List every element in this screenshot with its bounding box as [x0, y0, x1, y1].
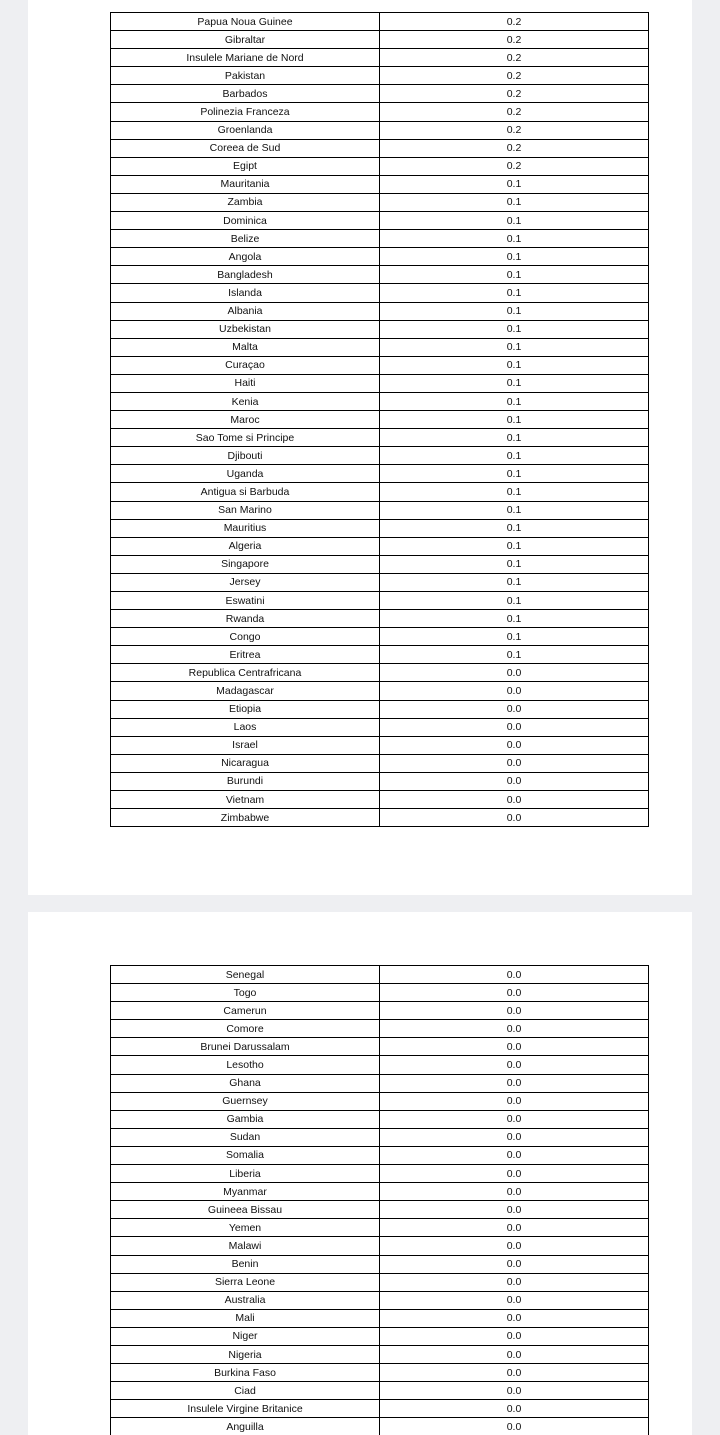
table-row — [111, 700, 649, 718]
table-row — [111, 374, 649, 392]
country-cell: Burundi — [111, 772, 380, 790]
table-row — [111, 31, 649, 49]
value-cell: 0.2 — [380, 85, 649, 103]
country-cell: Madagascar — [111, 682, 380, 700]
value-cell: 0.1 — [380, 356, 649, 374]
value-cell: 0.0 — [380, 1345, 649, 1363]
country-cell: Nicaragua — [111, 754, 380, 772]
value-cell: 0.1 — [380, 429, 649, 447]
table-row — [111, 338, 649, 356]
value-cell: 0.0 — [380, 772, 649, 790]
table-row — [111, 1183, 649, 1201]
table-row — [111, 664, 649, 682]
table-row — [111, 67, 649, 85]
country-cell: Haiti — [111, 374, 380, 392]
country-cell: Israel — [111, 736, 380, 754]
value-cell: 0.0 — [380, 791, 649, 809]
value-cell: 0.0 — [380, 1056, 649, 1074]
country-cell: Albania — [111, 302, 380, 320]
country-cell: Egipt — [111, 157, 380, 175]
table-row — [111, 592, 649, 610]
country-cell: Singapore — [111, 555, 380, 573]
table-row — [111, 1364, 649, 1382]
value-cell: 0.1 — [380, 302, 649, 320]
country-cell: Jersey — [111, 573, 380, 591]
country-cell: Sao Tome si Principe — [111, 429, 380, 447]
table-row — [111, 537, 649, 555]
value-cell: 0.0 — [380, 1146, 649, 1164]
value-cell: 0.2 — [380, 139, 649, 157]
country-cell: Antigua si Barbuda — [111, 483, 380, 501]
country-cell: Yemen — [111, 1219, 380, 1237]
value-cell: 0.1 — [380, 465, 649, 483]
value-cell: 0.1 — [380, 392, 649, 410]
value-cell: 0.0 — [380, 1165, 649, 1183]
table-row — [111, 718, 649, 736]
country-cell: Myanmar — [111, 1183, 380, 1201]
country-cell: Rwanda — [111, 610, 380, 628]
table-row — [111, 1165, 649, 1183]
value-cell: 0.0 — [380, 984, 649, 1002]
table-row — [111, 302, 649, 320]
country-cell: Dominica — [111, 212, 380, 230]
country-cell: Ciad — [111, 1382, 380, 1400]
value-cell: 0.1 — [380, 374, 649, 392]
value-cell: 0.0 — [380, 1364, 649, 1382]
value-cell: 0.1 — [380, 248, 649, 266]
country-cell: Barbados — [111, 85, 380, 103]
country-cell: Gambia — [111, 1110, 380, 1128]
country-cell: Pakistan — [111, 67, 380, 85]
country-cell: Australia — [111, 1291, 380, 1309]
country-cell: Uganda — [111, 465, 380, 483]
table-row — [111, 1400, 649, 1418]
country-cell: Djibouti — [111, 447, 380, 465]
value-cell: 0.1 — [380, 411, 649, 429]
value-cell: 0.0 — [380, 1020, 649, 1038]
value-cell: 0.0 — [380, 682, 649, 700]
table-row — [111, 284, 649, 302]
table-row — [111, 483, 649, 501]
value-cell: 0.0 — [380, 664, 649, 682]
document-page-1 — [28, 0, 692, 895]
value-cell: 0.2 — [380, 157, 649, 175]
country-cell: Sierra Leone — [111, 1273, 380, 1291]
table-row — [111, 1345, 649, 1363]
value-cell: 0.0 — [380, 1400, 649, 1418]
country-value-table — [110, 965, 649, 1435]
table-row — [111, 248, 649, 266]
country-value-table — [110, 12, 649, 827]
value-cell: 0.0 — [380, 1309, 649, 1327]
country-cell: Mali — [111, 1309, 380, 1327]
value-cell: 0.1 — [380, 519, 649, 537]
value-cell: 0.0 — [380, 809, 649, 827]
table-row — [111, 13, 649, 31]
table-row — [111, 501, 649, 519]
value-cell: 0.1 — [380, 592, 649, 610]
country-cell: Papua Noua Guinee — [111, 13, 380, 31]
table-row — [111, 429, 649, 447]
table-row — [111, 573, 649, 591]
country-cell: Polinezia Franceza — [111, 103, 380, 121]
value-cell: 0.1 — [380, 230, 649, 248]
table-row — [111, 1128, 649, 1146]
table-row — [111, 1146, 649, 1164]
country-cell: Algeria — [111, 537, 380, 555]
table-row — [111, 49, 649, 67]
value-cell: 0.0 — [380, 1110, 649, 1128]
table-row — [111, 266, 649, 284]
table-row — [111, 1291, 649, 1309]
value-cell: 0.1 — [380, 212, 649, 230]
country-cell: Congo — [111, 628, 380, 646]
value-cell: 0.0 — [380, 1255, 649, 1273]
value-cell: 0.0 — [380, 1327, 649, 1345]
value-cell: 0.1 — [380, 193, 649, 211]
value-cell: 0.0 — [380, 1128, 649, 1146]
value-cell: 0.1 — [380, 175, 649, 193]
country-cell: Insulele Mariane de Nord — [111, 49, 380, 67]
country-cell: Ghana — [111, 1074, 380, 1092]
value-cell: 0.1 — [380, 628, 649, 646]
table-row — [111, 175, 649, 193]
table-row — [111, 791, 649, 809]
country-cell: Liberia — [111, 1165, 380, 1183]
table-row — [111, 809, 649, 827]
value-cell: 0.1 — [380, 573, 649, 591]
value-cell: 0.0 — [380, 700, 649, 718]
country-cell: Zambia — [111, 193, 380, 211]
value-cell: 0.0 — [380, 1273, 649, 1291]
table-row — [111, 736, 649, 754]
country-cell: Etiopia — [111, 700, 380, 718]
value-cell: 0.2 — [380, 13, 649, 31]
table-row — [111, 610, 649, 628]
country-cell: Benin — [111, 1255, 380, 1273]
country-cell: Nigeria — [111, 1345, 380, 1363]
value-cell: 0.0 — [380, 1002, 649, 1020]
table-row — [111, 103, 649, 121]
value-cell: 0.1 — [380, 320, 649, 338]
value-cell: 0.1 — [380, 266, 649, 284]
country-cell: Burkina Faso — [111, 1364, 380, 1382]
value-cell: 0.1 — [380, 610, 649, 628]
value-cell: 0.0 — [380, 1291, 649, 1309]
table-row — [111, 121, 649, 139]
country-cell: Vietnam — [111, 791, 380, 809]
table-row — [111, 193, 649, 211]
country-cell: Insulele Virgine Britanice — [111, 1400, 380, 1418]
value-cell: 0.1 — [380, 338, 649, 356]
country-cell: Sudan — [111, 1128, 380, 1146]
country-cell: Senegal — [111, 966, 380, 984]
value-cell: 0.1 — [380, 501, 649, 519]
country-cell: Camerun — [111, 1002, 380, 1020]
value-cell: 0.0 — [380, 1183, 649, 1201]
country-cell: Bangladesh — [111, 266, 380, 284]
table-row — [111, 1273, 649, 1291]
country-cell: Eswatini — [111, 592, 380, 610]
table-row — [111, 754, 649, 772]
country-cell: Somalia — [111, 1146, 380, 1164]
value-cell: 0.0 — [380, 1074, 649, 1092]
table-row — [111, 772, 649, 790]
table-row — [111, 519, 649, 537]
country-cell: Mauritania — [111, 175, 380, 193]
value-cell: 0.0 — [380, 1038, 649, 1056]
country-cell: Anguilla — [111, 1418, 380, 1435]
value-cell: 0.1 — [380, 555, 649, 573]
country-cell: Niger — [111, 1327, 380, 1345]
table-row — [111, 628, 649, 646]
table-row — [111, 984, 649, 1002]
country-cell: Malawi — [111, 1237, 380, 1255]
table-row — [111, 85, 649, 103]
value-cell: 0.2 — [380, 67, 649, 85]
value-cell: 0.0 — [380, 1382, 649, 1400]
value-cell: 0.0 — [380, 1237, 649, 1255]
country-cell: Comore — [111, 1020, 380, 1038]
country-cell: Mauritius — [111, 519, 380, 537]
value-cell: 0.0 — [380, 1219, 649, 1237]
country-cell: Uzbekistan — [111, 320, 380, 338]
value-cell: 0.1 — [380, 284, 649, 302]
country-cell: Maroc — [111, 411, 380, 429]
table-row — [111, 411, 649, 429]
table-row — [111, 1418, 649, 1435]
table-row — [111, 392, 649, 410]
value-cell: 0.0 — [380, 1418, 649, 1435]
value-cell: 0.2 — [380, 103, 649, 121]
country-cell: Curaçao — [111, 356, 380, 374]
table-row — [111, 230, 649, 248]
table-row — [111, 157, 649, 175]
country-cell: Guernsey — [111, 1092, 380, 1110]
country-cell: Lesotho — [111, 1056, 380, 1074]
value-cell: 0.2 — [380, 49, 649, 67]
country-cell: Guineea Bissau — [111, 1201, 380, 1219]
table-row — [111, 555, 649, 573]
country-cell: Eritrea — [111, 646, 380, 664]
table-row — [111, 212, 649, 230]
table-row — [111, 1110, 649, 1128]
country-cell: Angola — [111, 248, 380, 266]
table-row — [111, 1002, 649, 1020]
table-row — [111, 1056, 649, 1074]
table-row — [111, 1309, 649, 1327]
country-cell: Groenlanda — [111, 121, 380, 139]
value-cell: 0.1 — [380, 483, 649, 501]
value-cell: 0.1 — [380, 646, 649, 664]
table-row — [111, 1382, 649, 1400]
table-row — [111, 1219, 649, 1237]
value-cell: 0.0 — [380, 1201, 649, 1219]
country-cell: Malta — [111, 338, 380, 356]
value-cell: 0.2 — [380, 121, 649, 139]
table-row — [111, 465, 649, 483]
table-row — [111, 646, 649, 664]
country-cell: Zimbabwe — [111, 809, 380, 827]
country-cell: Laos — [111, 718, 380, 736]
table-row — [111, 682, 649, 700]
table-row — [111, 1020, 649, 1038]
table-row — [111, 1237, 649, 1255]
country-cell: Gibraltar — [111, 31, 380, 49]
country-cell: San Marino — [111, 501, 380, 519]
value-cell: 0.0 — [380, 966, 649, 984]
country-cell: Brunei Darussalam — [111, 1038, 380, 1056]
country-cell: Islanda — [111, 284, 380, 302]
value-cell: 0.0 — [380, 1092, 649, 1110]
table-row — [111, 1038, 649, 1056]
table-row — [111, 1255, 649, 1273]
value-cell: 0.0 — [380, 718, 649, 736]
country-cell: Togo — [111, 984, 380, 1002]
table-row — [111, 1327, 649, 1345]
document-page-2 — [28, 912, 692, 1435]
country-cell: Kenia — [111, 392, 380, 410]
table-row — [111, 966, 649, 984]
table-row — [111, 320, 649, 338]
value-cell: 0.0 — [380, 736, 649, 754]
value-cell: 0.1 — [380, 447, 649, 465]
value-cell: 0.2 — [380, 31, 649, 49]
table-row — [111, 139, 649, 157]
value-cell: 0.0 — [380, 754, 649, 772]
table-row — [111, 356, 649, 374]
country-cell: Republica Centrafricana — [111, 664, 380, 682]
country-cell: Belize — [111, 230, 380, 248]
table-row — [111, 1074, 649, 1092]
value-cell: 0.1 — [380, 537, 649, 555]
table-body — [111, 13, 649, 827]
table-row — [111, 447, 649, 465]
table-body — [111, 966, 649, 1435]
country-cell: Coreea de Sud — [111, 139, 380, 157]
table-row — [111, 1092, 649, 1110]
table-row — [111, 1201, 649, 1219]
